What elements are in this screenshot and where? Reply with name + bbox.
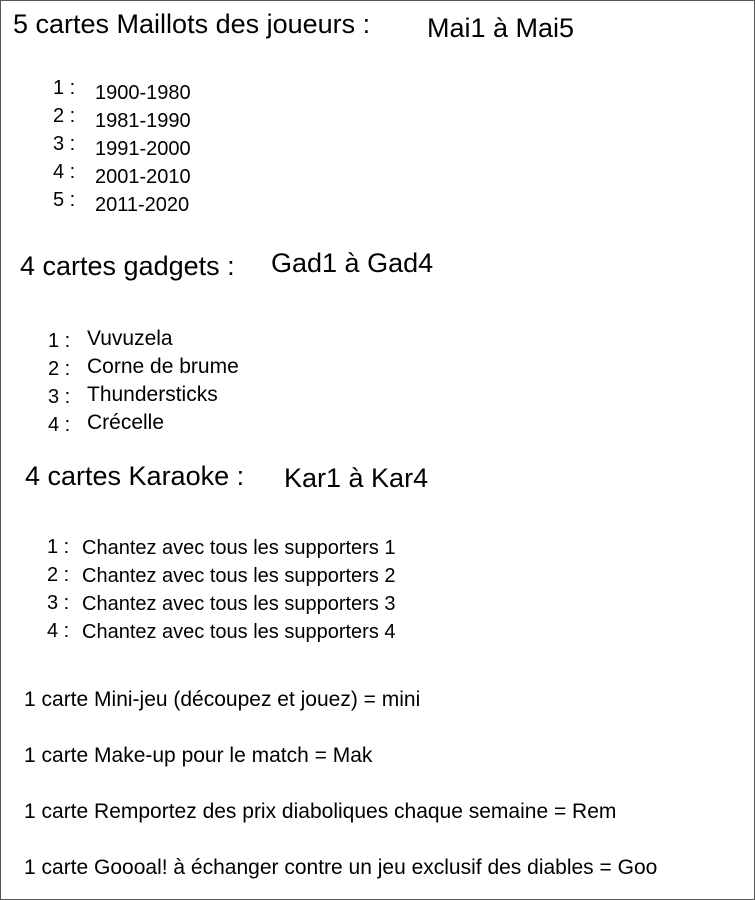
single-card-line: 1 carte Goooal! à échanger contre un jeu exclusif des diables = Goo	[24, 856, 658, 879]
gadgets-code: Gad1 à Gad4	[271, 250, 434, 277]
karaoke-item-label: Chantez avec tous les supporters 1	[82, 537, 396, 559]
karaoke-item-number: 3 :	[47, 592, 70, 614]
maillots-item-number: 3 :	[53, 133, 76, 155]
karaoke-item-number: 2 :	[47, 564, 70, 586]
karaoke-code: Kar1 à Kar4	[284, 463, 429, 493]
karaoke-item-label: Chantez avec tous les supporters 4	[82, 621, 396, 643]
gadgets-item-label: Vuvuzela	[87, 327, 173, 350]
gadgets-item-label: Thundersticks	[87, 383, 218, 406]
maillots-item-number: 4 :	[53, 161, 76, 183]
maillots-item-number: 2 :	[53, 105, 76, 127]
gadgets-title: 4 cartes gadgets :	[20, 251, 235, 281]
karaoke-title: 4 cartes Karaoke :	[25, 461, 245, 491]
maillots-code: Mai1 à Mai5	[427, 13, 575, 43]
gadgets-item-number: 1 :	[48, 330, 71, 352]
karaoke-item-label: Chantez avec tous les supporters 3	[82, 593, 396, 615]
gadgets-item-number: 2 :	[48, 358, 71, 380]
gadgets-item-label: Crécelle	[87, 411, 165, 434]
maillots-item-number: 5 :	[53, 189, 76, 211]
karaoke-item-label: Chantez avec tous les supporters 2	[82, 565, 396, 587]
single-card-line: 1 carte Remportez des prix diaboliques chaque semaine = Rem	[24, 800, 617, 823]
gadgets-item-label: Corne de brume	[87, 355, 239, 378]
gadgets-item-number: 3 :	[48, 386, 71, 408]
maillots-item-label: 1991-2000	[95, 138, 191, 160]
karaoke-item-number: 4 :	[47, 620, 70, 642]
single-card-line: 1 carte Mini-jeu (découpez et jouez) = mini	[24, 688, 421, 711]
gadgets-item-number: 4 :	[48, 414, 71, 436]
maillots-item-label: 2011-2020	[95, 194, 190, 216]
maillots-title: 5 cartes Maillots des joueurs :	[13, 9, 371, 39]
maillots-item-label: 1900-1980	[95, 82, 191, 104]
karaoke-item-number: 1 :	[47, 536, 70, 558]
single-card-line: 1 carte Make-up pour le match = Mak	[24, 744, 373, 767]
maillots-item-label: 1981-1990	[95, 110, 191, 132]
maillots-item-number: 1 :	[53, 77, 76, 99]
maillots-item-label: 2001-2010	[95, 166, 191, 188]
